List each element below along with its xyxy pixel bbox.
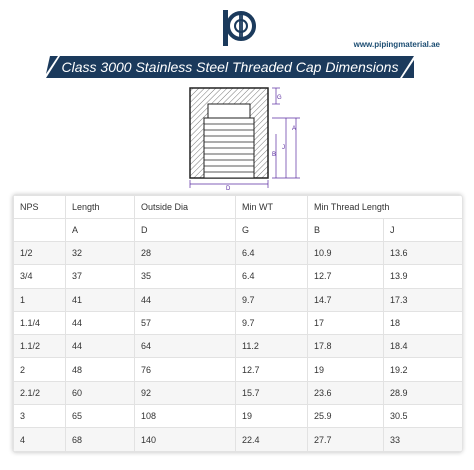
cell-outside-dia: 64	[135, 335, 236, 358]
cell-thread-b: 27.7	[308, 428, 384, 451]
table-row	[14, 358, 463, 381]
cell-length: 65	[66, 405, 135, 428]
cell-min-wt: 19	[236, 405, 308, 428]
cell-thread-b: 23.6	[308, 381, 384, 404]
cell-thread-b: 25.9	[308, 405, 384, 428]
cell-nps: 1.1/4	[14, 311, 66, 334]
cell-thread-b: 14.7	[308, 288, 384, 311]
cell-thread-b: 17	[308, 311, 384, 334]
cell-length: 44	[66, 311, 135, 334]
table-row	[14, 288, 463, 311]
pm-logo-icon	[217, 4, 259, 52]
cell-min-wt: 22.4	[236, 428, 308, 451]
cell-length: 32	[66, 242, 135, 265]
cell-length: 68	[66, 428, 135, 451]
cell-min-wt: 11.2	[236, 335, 308, 358]
dimensions-table	[12, 194, 463, 453]
cell-outside-dia: 44	[135, 288, 236, 311]
cell-length: 48	[66, 358, 135, 381]
cell-thread-j: 18	[384, 311, 463, 334]
cell-min-wt: 9.7	[236, 288, 308, 311]
cell-min-wt: 6.4	[236, 242, 308, 265]
cell-thread-j: 13.9	[384, 265, 463, 288]
cell-outside-dia: 140	[135, 428, 236, 451]
site-logo	[217, 4, 259, 52]
dim-label-g: G	[277, 95, 282, 101]
cell-nps: 2	[14, 358, 66, 381]
cell-thread-b: 10.9	[308, 242, 384, 265]
table-row	[14, 405, 463, 428]
cell-nps: 3	[14, 405, 66, 428]
cell-thread-b: 12.7	[308, 265, 384, 288]
table-row	[14, 335, 463, 358]
subheader-nps	[14, 219, 66, 242]
dim-label-d: D	[226, 186, 231, 192]
cap-diagram	[180, 84, 304, 192]
cell-length: 41	[66, 288, 135, 311]
cell-outside-dia: 92	[135, 381, 236, 404]
cell-thread-b: 17.8	[308, 335, 384, 358]
cell-nps: 3/4	[14, 265, 66, 288]
cell-nps: 4	[14, 428, 66, 451]
table-row	[14, 428, 463, 451]
cell-length: 60	[66, 381, 135, 404]
table-row	[14, 381, 463, 404]
cell-outside-dia: 76	[135, 358, 236, 381]
cell-nps: 1	[14, 288, 66, 311]
cell-thread-j: 28.9	[384, 381, 463, 404]
cell-outside-dia: 35	[135, 265, 236, 288]
table-subheader-row	[14, 219, 463, 242]
table-row	[14, 265, 463, 288]
subheader-b: B	[308, 219, 384, 242]
subheader-a: A	[66, 219, 135, 242]
cell-thread-j: 30.5	[384, 405, 463, 428]
cell-thread-j: 19.2	[384, 358, 463, 381]
cell-thread-j: 18.4	[384, 335, 463, 358]
website-url[interactable]: www.pipingmaterial.ae	[353, 40, 440, 49]
cell-nps: 2.1/2	[14, 381, 66, 404]
dim-label-b: B	[272, 152, 277, 158]
table-row	[14, 311, 463, 334]
header-nps: NPS	[14, 196, 66, 219]
cell-thread-j: 17.3	[384, 288, 463, 311]
cell-outside-dia: 108	[135, 405, 236, 428]
header-min-thread-length: Min Thread Length	[308, 196, 463, 219]
cell-thread-j: 13.6	[384, 242, 463, 265]
subheader-j: J	[384, 219, 463, 242]
cell-outside-dia: 28	[135, 242, 236, 265]
subheader-g: G	[236, 219, 308, 242]
dim-label-j: J	[282, 145, 285, 151]
title-banner	[46, 56, 414, 78]
cell-min-wt: 6.4	[236, 265, 308, 288]
cell-nps: 1/2	[14, 242, 66, 265]
table-header-row	[14, 196, 463, 219]
cell-min-wt: 15.7	[236, 381, 308, 404]
cell-outside-dia: 57	[135, 311, 236, 334]
subheader-d: D	[135, 219, 236, 242]
page-title: Class 3000 Stainless Steel Threaded Cap Dimensions	[61, 59, 399, 75]
header-min-wt: Min WT	[236, 196, 308, 219]
cell-min-wt: 12.7	[236, 358, 308, 381]
header-length: Length	[66, 196, 135, 219]
table-row	[14, 242, 463, 265]
cell-length: 44	[66, 335, 135, 358]
cell-thread-b: 19	[308, 358, 384, 381]
cell-thread-j: 33	[384, 428, 463, 451]
dim-label-a: A	[292, 126, 297, 132]
cell-nps: 1.1/2	[14, 335, 66, 358]
cell-min-wt: 9.7	[236, 311, 308, 334]
header-outside-dia: Outside Dia	[135, 196, 236, 219]
cell-length: 37	[66, 265, 135, 288]
